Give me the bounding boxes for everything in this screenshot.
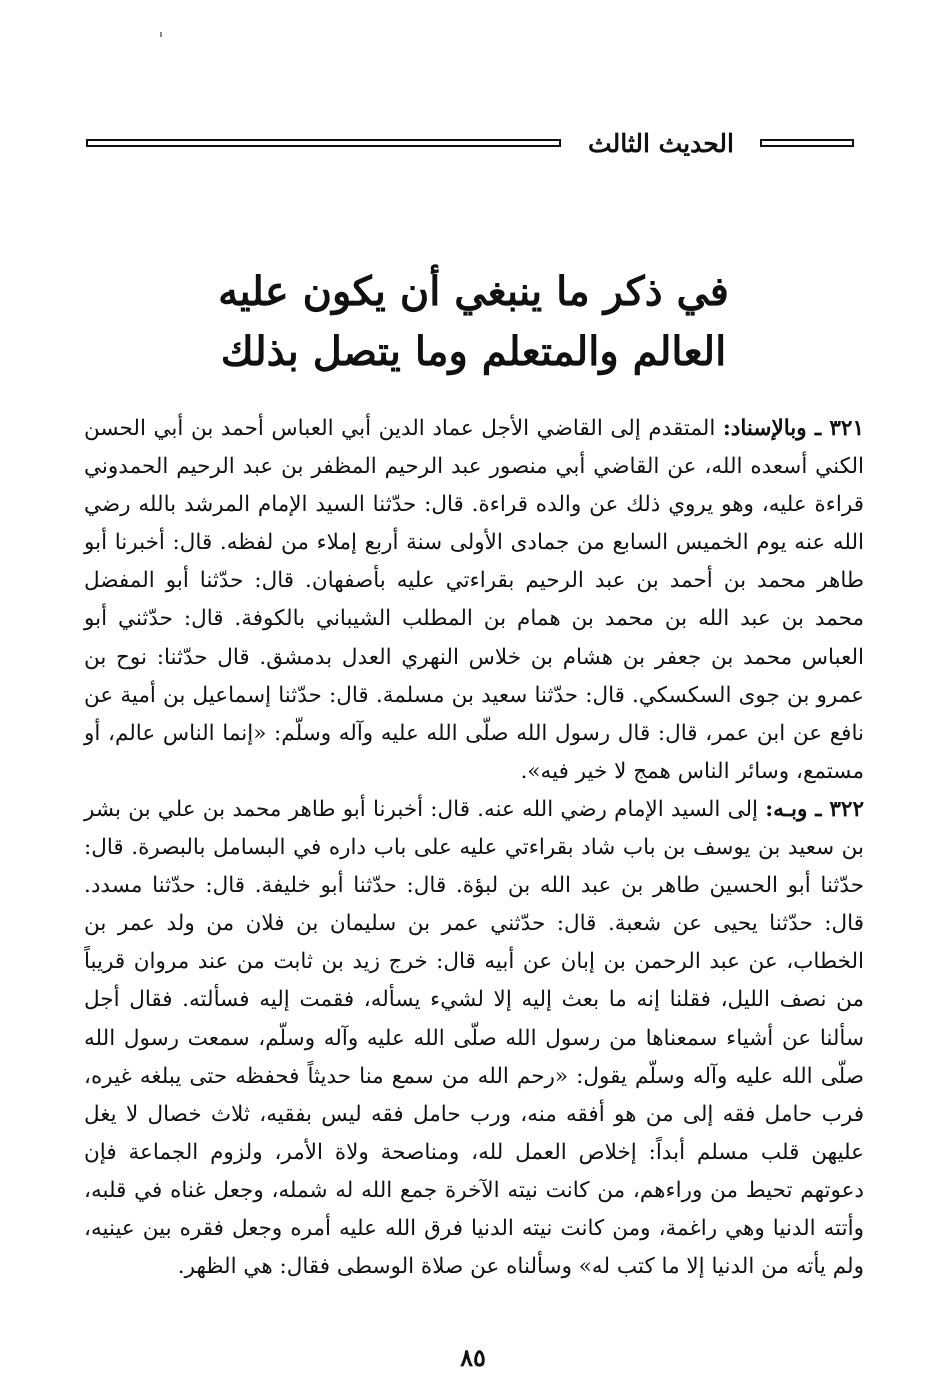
- paragraph-text: المتقدم إلى القاضي الأجل عماد الدين أبي العباس أحمد بن أبي الحسن الكني أسعده الله، عن القاضي أبي منصور عبد الرحيم المظفر بن عبد الرحيم الحمدوني قراءة عليه، وهو يروي ذلك عن والده قراءة. قال: حدّثنا السيد الإمام المرشد بالله رضي الله عنه يوم الخميس السابع من جمادى الأولى سنة أربع إملاء من لفظه. قال: أخبرنا أبو طاهر محمد بن أحمد بن عبد الرحيم بقراءتي عليه بأصفهان. قال: حدّثنا أبو المفضل محمد بن عبد الله بن محمد بن همام بن المطلب الشيباني بالكوفة. قال: حدّثني أبو العباس محمد بن جعفر بن هشام بن خلاس النهري العدل بدمشق. قال حدّثنا: نوح بن عمرو بن جوى السكسكي. قال: حدّثنا سعيد بن مسلمة. قال: حدّثنا إسماعيل بن أمية عن نافع عن ابن عمر، قال: قال رسول الله صلّى الله عليه وآله وسلّم: «إنما الناس عالم، أو مستمع، وسائر الناس همج لا خير فيه».: [84, 416, 864, 784]
- running-title: الحديث الثالث: [588, 129, 734, 158]
- header-rule-right: [760, 139, 854, 147]
- paragraph-lead: ٣٢١ ـ وبالإسناد:: [722, 416, 865, 441]
- hadith-paragraph-322: [84, 791, 864, 1286]
- scan-speck: [160, 32, 162, 37]
- hadith-paragraph-321: [84, 410, 864, 791]
- chapter-title-line-2: العالم والمتعلم وما يتصل بذلك: [220, 328, 727, 375]
- chapter-title-line-1: في ذكر ما ينبغي أن يكون عليه: [218, 268, 729, 315]
- paragraph-text: إلى السيد الإمام رضي الله عنه. قال: أخبرنا أبو طاهر محمد بن علي بن بشر بن سعيد بن يوسف بن باب شاد بقراءتي عليه على باب داره في البسامل بالبصرة. قال: حدّثنا أبو الحسين طاهر بن عبد الله بن لبؤة. قال: حدّثنا أبو خليفة. قال: حدّثنا مسدد. قال: حدّثنا يحيى عن شعبة. قال: حدّثني عمر بن سليمان بن فلان من ولد عمر بن الخطاب، عن عبد الرحمن بن إبان عن أبيه قال: خرج زيد بن ثابت من عند مروان قريباً من نصف الليل، فقلنا إنه ما بعث إليه إلا لشيء يسأله، فقمت إليه فسألته. فقال أجل سألنا عن أشياء سمعناها من رسول الله صلّى الله عليه وآله وسلّم، سمعت رسول الله صلّى الله عليه وآله وسلّم يقول: «رحم الله من سمع منا حديثاً فحفظه حتى يبلغه غيره، فرب حامل فقه إلى من هو أفقه منه، ورب حامل فقه ليس بفقيه، ثلاث خصال لا يغل عليهن قلب مسلم أبداً: إخلاص العمل لله، ومناصحة ولاة الأمر، ولزوم الجماعة فإن دعوتهم تحيط من وراءهم، من كانت نيته الآخرة جمع الله له شمله، وجعل غناه في قلبه، وأتته الدنيا وهي راغمة، ومن كانت نيته الدنيا فرق الله عليه أمره وجعل فقره بين عينيه، ولم يأته من الدنيا إلا ما كتب له» وسألناه عن صلاة الوسطى فقال: هي الظهر.: [84, 796, 864, 1280]
- page-number: ٨٥: [460, 1343, 486, 1372]
- body-text: [84, 410, 864, 1286]
- running-header: [86, 126, 854, 162]
- header-rule-left: [86, 139, 561, 147]
- chapter-title: [120, 262, 827, 382]
- paragraph-lead: ٣٢٢ ـ وبـه:: [765, 796, 864, 822]
